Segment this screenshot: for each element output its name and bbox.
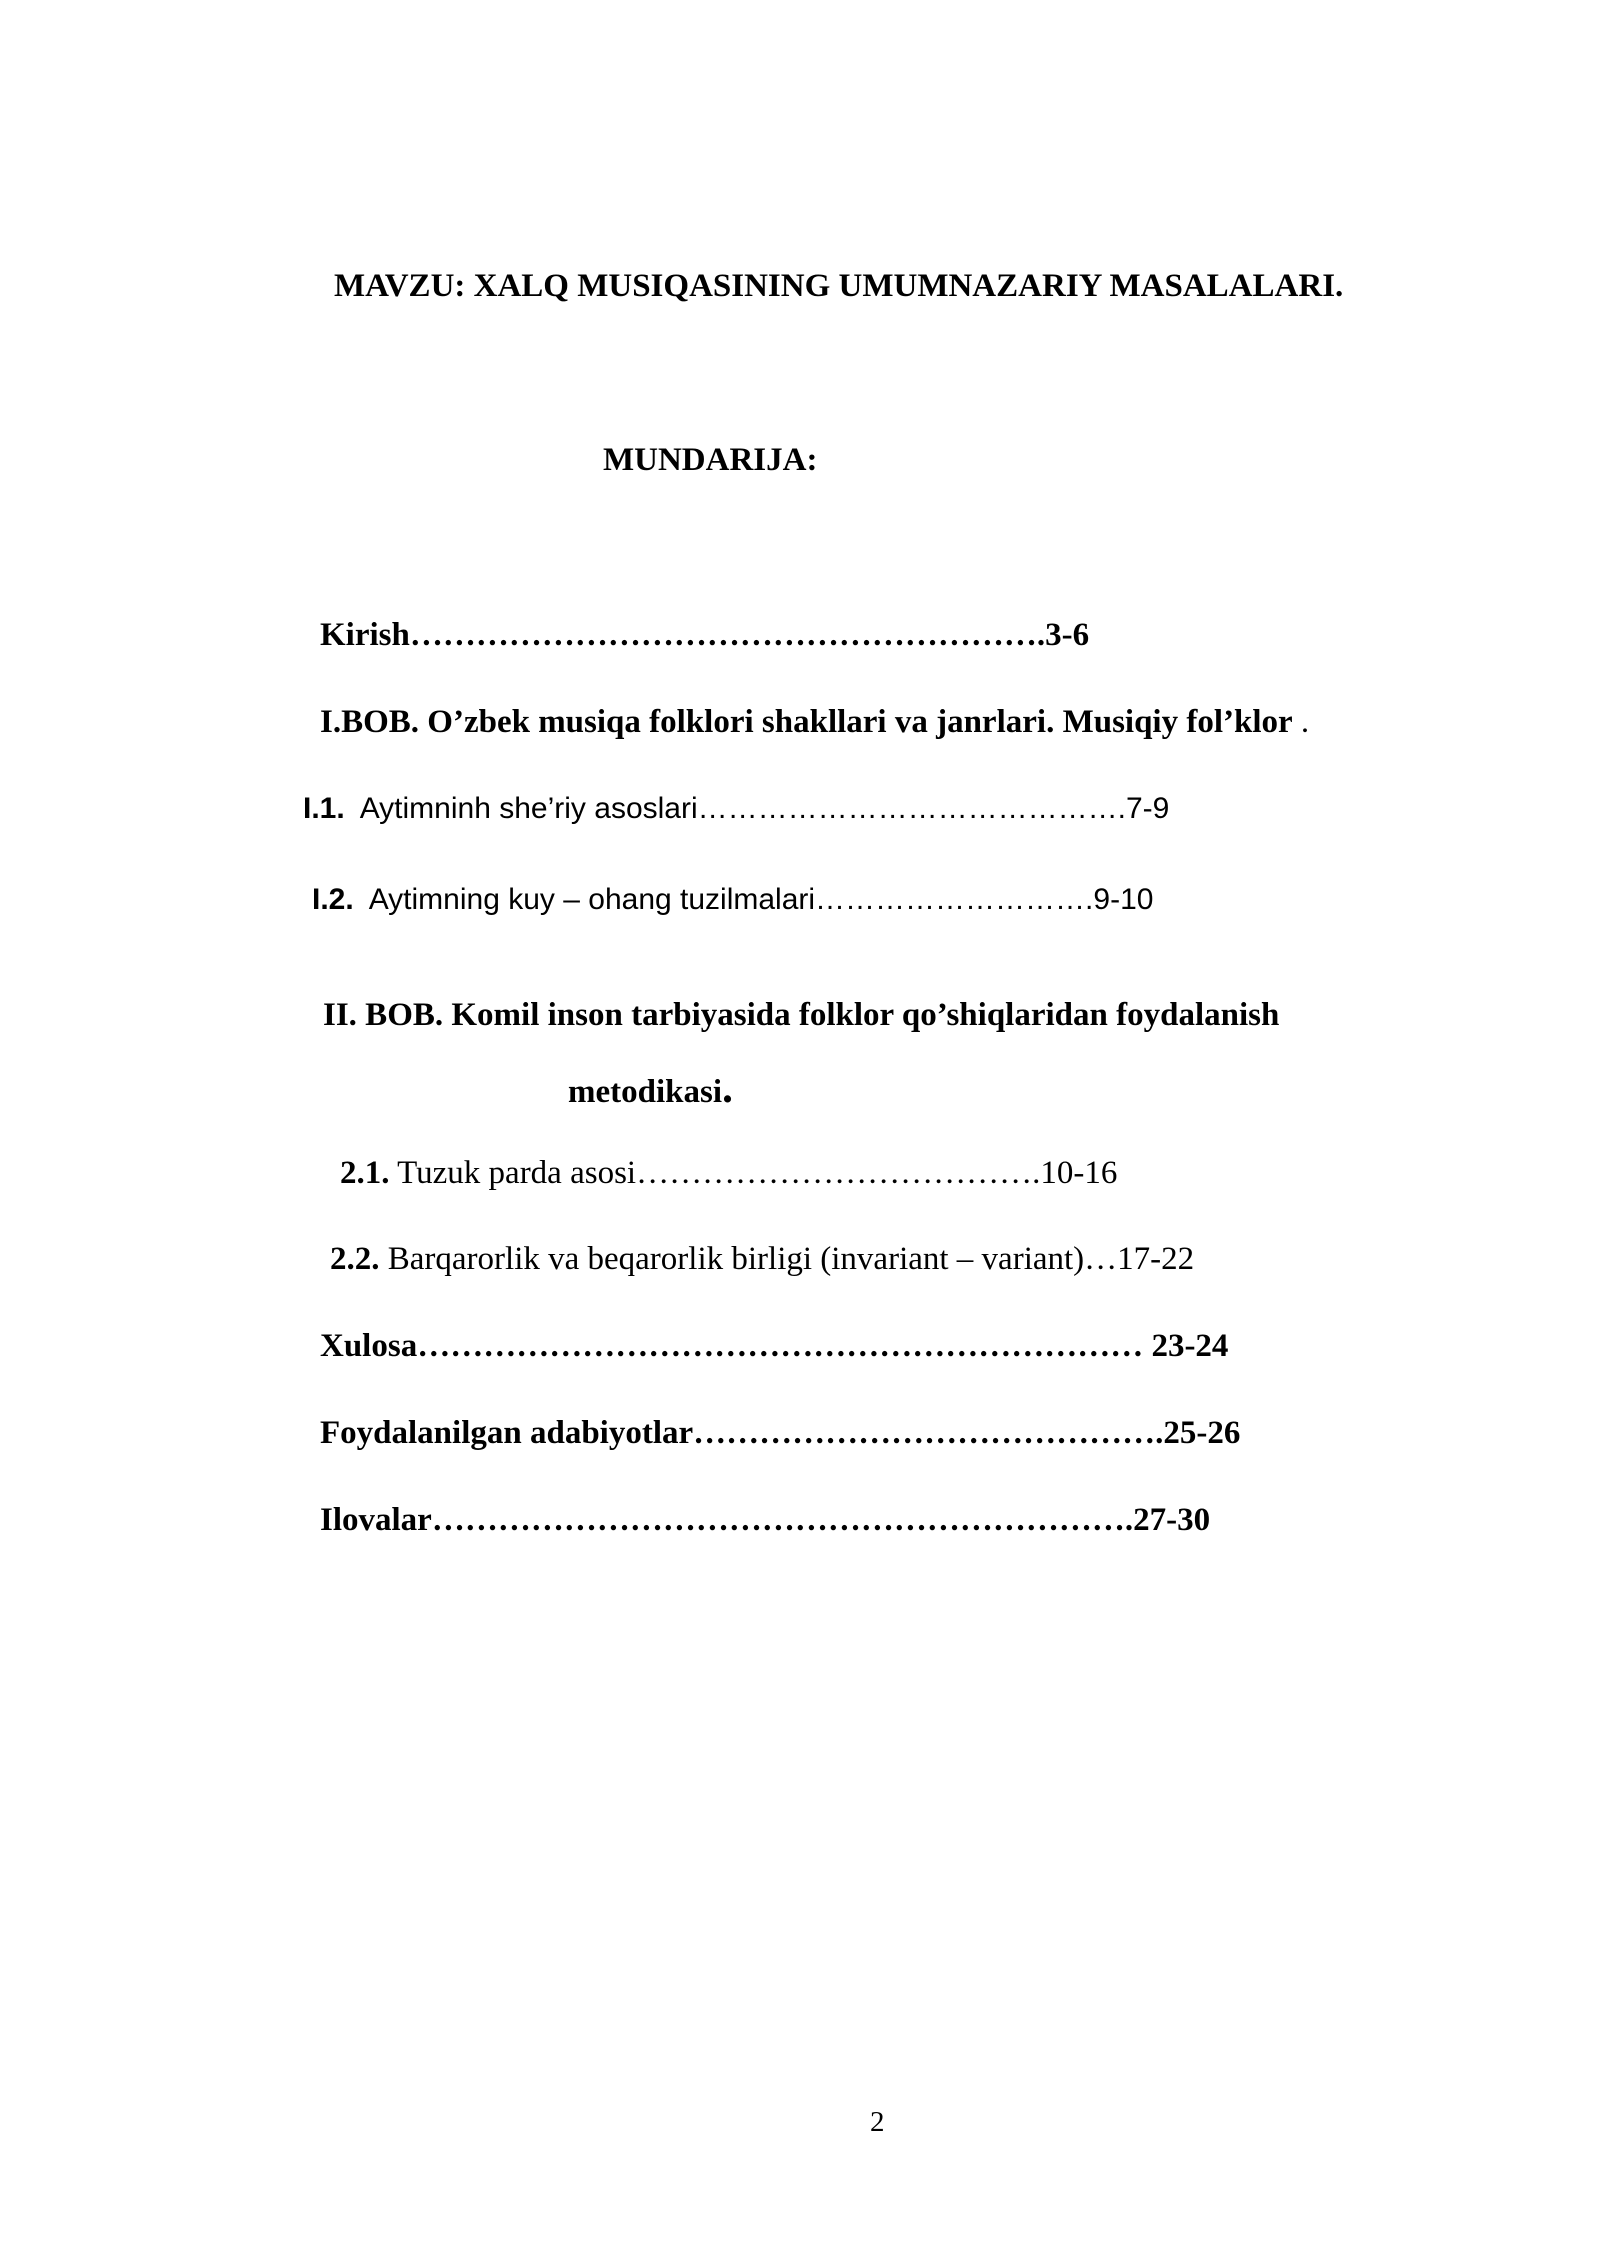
toc-entry-2-2-text: Barqarorlik va beqarorlik birligi (invariant – variant)…17-22 bbox=[387, 1241, 1195, 1277]
toc-entry-1-1-number: I.1. bbox=[303, 792, 345, 825]
document-title: MAVZU: XALQ MUSIQASINING UMUMNAZARIY MASALALARI. bbox=[334, 268, 1344, 304]
toc-chapter-1-trailing-dot: . bbox=[1300, 704, 1310, 740]
toc-entry-chapter-2: II. BOB. Komil inson tarbiyasida folklor qo’shiqlaridan foydalanish bbox=[323, 997, 1280, 1033]
toc-chapter-1-title: I.BOB. O’zbek musiqa folklori shakllari va janrlari. Musiqiy fol’klor bbox=[320, 704, 1293, 740]
toc-entry-1-2-number: I.2. bbox=[312, 883, 354, 916]
toc-entry-2-2-number: 2.2. bbox=[330, 1241, 380, 1277]
toc-entry-1-1 bbox=[303, 794, 1169, 824]
toc-entry-chapter-2-continued bbox=[568, 1063, 734, 1112]
toc-entry-1-1-text: Aytimninh she’riy asoslari…………………………………….7-9 bbox=[359, 792, 1170, 825]
toc-entry-chapter-1 bbox=[320, 706, 1309, 739]
toc-entry-xulosa: Xulosa………………………………………………………… 23-24 bbox=[320, 1328, 1229, 1364]
toc-entry-adabiyotlar: Foydalanilgan adabiyotlar…………………………………….25-26 bbox=[320, 1415, 1241, 1451]
toc-entry-1-2-text: Aytimning kuy – ohang tuzilmalari……………………….9-10 bbox=[368, 883, 1154, 916]
toc-entry-1-2 bbox=[312, 885, 1153, 915]
toc-entry-2-1 bbox=[340, 1157, 1117, 1190]
toc-chapter-2-end-dot: . bbox=[722, 1063, 734, 1112]
toc-entry-2-1-text: Tuzuk parda asosi……………………………….10-16 bbox=[397, 1155, 1118, 1191]
toc-entry-ilovalar: Ilovalar……………………………………………………….27-30 bbox=[320, 1502, 1211, 1538]
toc-heading: MUNDARIJA: bbox=[603, 442, 818, 478]
toc-entry-2-2 bbox=[330, 1243, 1194, 1276]
toc-entry-kirish: Kirish………………………………………………….3-6 bbox=[320, 617, 1090, 653]
toc-entry-2-1-number: 2.1. bbox=[340, 1155, 390, 1191]
page-number: 2 bbox=[870, 2106, 885, 2138]
toc-chapter-2-continued-text: metodikasi bbox=[568, 1074, 723, 1110]
